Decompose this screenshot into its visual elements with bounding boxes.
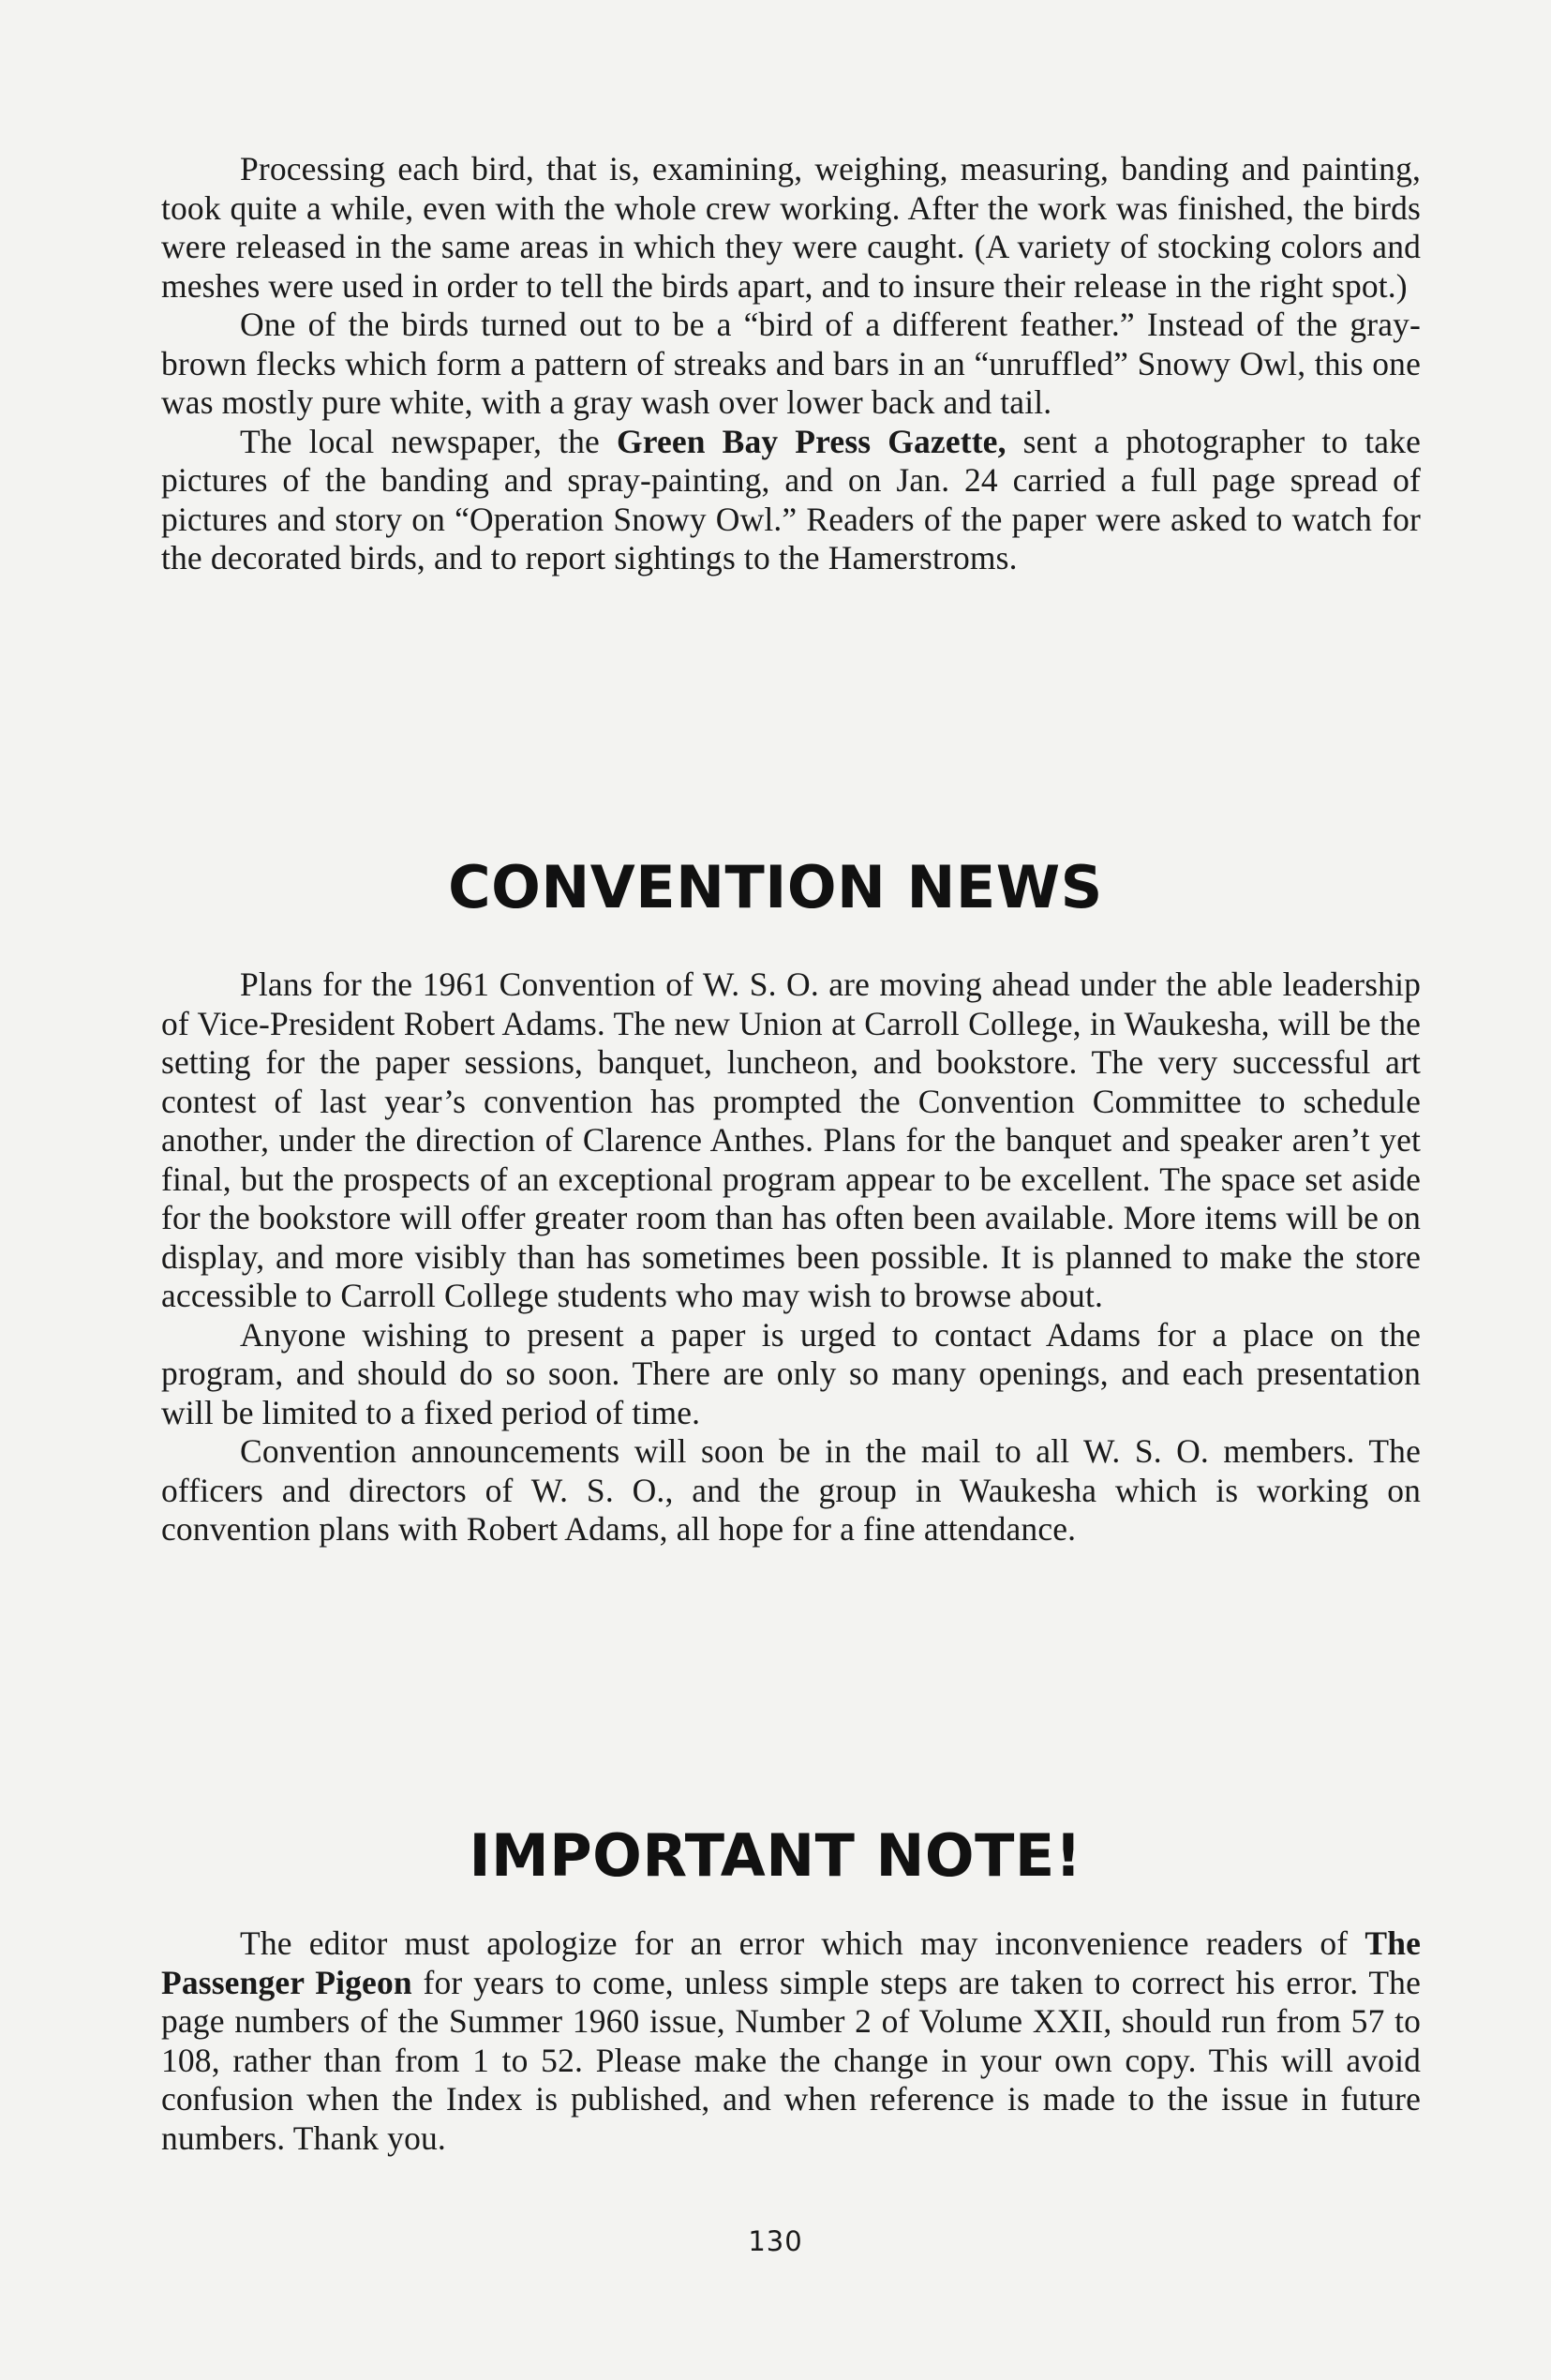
paragraph-present-paper: Anyone wishing to present a paper is urged to contact Adams for a place on the program, and should do so soon. There are only so many openings, and each presentation will be limited to a fixed period of time. — [161, 1315, 1421, 1431]
paragraph-apology-lead: The editor must apologize for an error which may inconvenience readers of — [240, 1924, 1365, 1962]
paragraph-newspaper-lead: The local newspaper, the — [240, 422, 617, 460]
important-note-heading: IMPORTANT NOTE! — [469, 1821, 1082, 1890]
page-number: 130 — [748, 2225, 803, 2257]
paragraph-convention-plans: Plans for the 1961 Convention of W. S. O. are moving ahead under the able leadership of Vice-President Robert Adams. The new Union at Carroll College, in Waukesha, will be the setting for the paper sessions, banquet, luncheon, and bookstore. The very successful art contest of last year’s convention has prompted the Convention Committee to schedule another, under the direction of Clarence Anthes. Plans for the banquet and speaker aren’t yet final, but the prospects of an exceptional program appear to be excellent. The space set aside for the bookstore will offer greater room than has often been available. More items will be on display, and more visibly than has sometimes been possible. It is planned to make the store accessible to Carroll College students who may wish to browse about. — [161, 965, 1421, 1314]
newspaper-name: Green Bay Press Gazette, — [616, 422, 1007, 460]
paragraph-newspaper — [161, 423, 1421, 578]
paragraph-announcements: Convention announcements will soon be in the mail to all W. S. O. members. The officers and directors of W. S. O., and the group in Waukesha which is working on convention plans with Robert Adams, all hope for a fine attendance. — [161, 1432, 1421, 1548]
paragraph-processing-birds: Processing each bird, that is, examining, weighing, measuring, banding and painting, took quite a while, even with the whole crew working. After the work was finished, the birds were released in the same areas in which they were caught. (A variety of stocking colors and meshes were used in order to tell the birds apart, and to insure their release in the right spot.) — [161, 150, 1421, 305]
paragraph-editor-apology — [161, 1924, 1421, 2158]
important-note-section — [161, 1924, 1421, 2158]
convention-news-section — [161, 965, 1421, 1549]
paragraph-apology-rest: for years to come, unless simple steps are taken to correct his error. The page numbers of the Summer 1960 issue, Number 2 of Volume XXII, should run from 57 to 108, rather than from 1 to 52. Please make the change in your own copy. This will avoid confusion when the Index is published, and when reference is made to the issue in future numbers. Thank you. — [161, 1963, 1421, 2157]
paragraph-different-feather: One of the birds turned out to be a “bird of a different feather.” Instead of the gray-brown flecks which form a pattern of streaks and bars in an “unruffled” Snowy Owl, this one was mostly pure white, with a gray wash over lower back and tail. — [161, 306, 1421, 421]
paragraph-newspaper-rest: sent a photographer to take pictures of the banding and spray-painting, and on Jan. 24 carried a full page spread of pictures and story on “Operation Snowy Owl.” Readers of the paper were asked to watch for the decorated birds, and to report sightings to the Hamerstroms. — [161, 422, 1421, 576]
journal-name: The Passenger Pigeon — [161, 1924, 1421, 2001]
snowy-owl-article-continued — [161, 150, 1421, 578]
convention-news-heading: CONVENTION NEWS — [448, 853, 1103, 921]
